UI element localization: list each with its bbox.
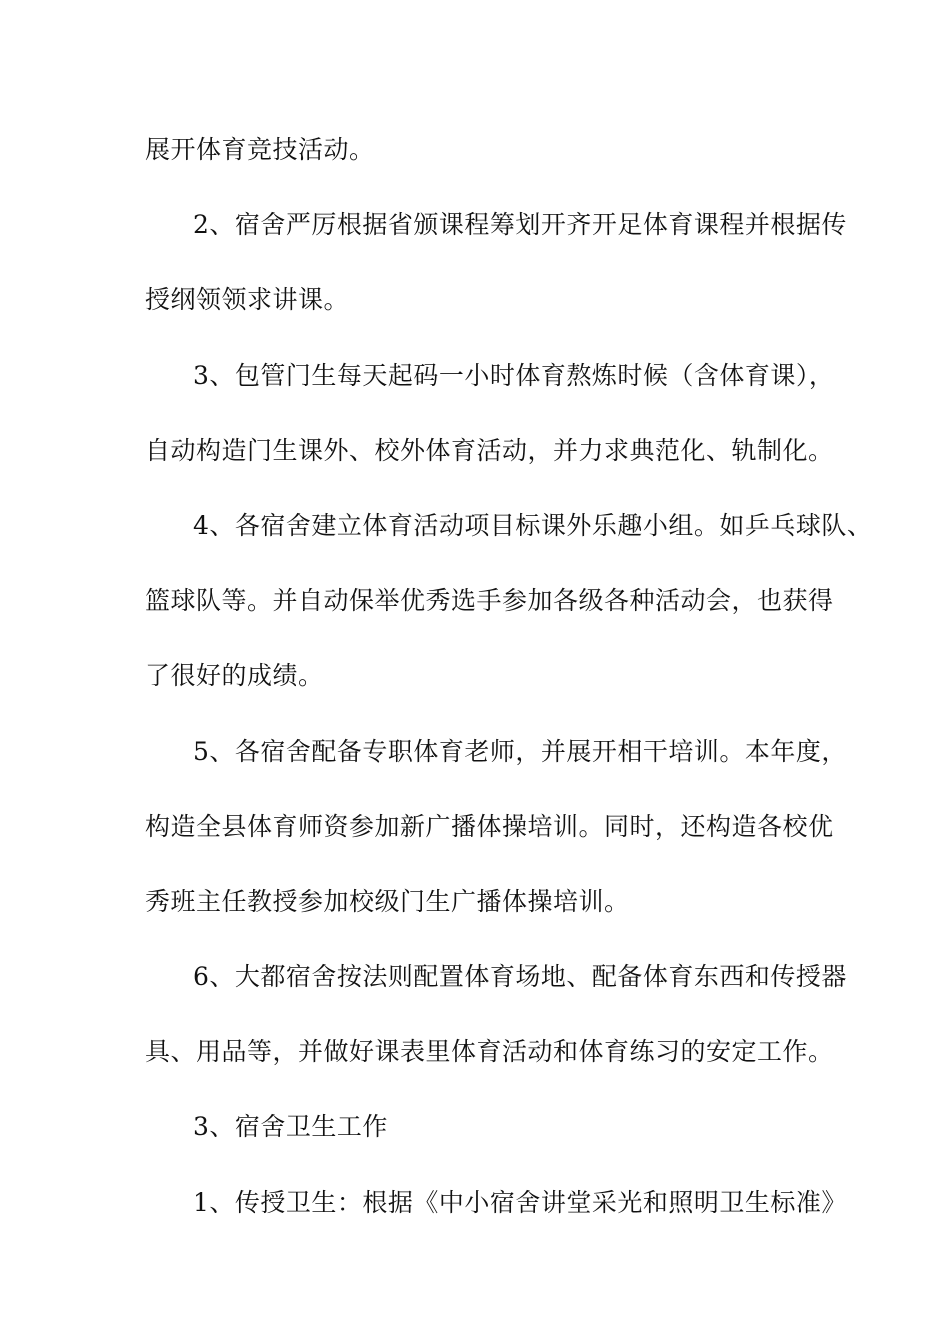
- text-line: 展开体育竞技活动。: [145, 135, 375, 164]
- text-line: 秀班主任教授参加校级门生广播体操培训。: [145, 887, 630, 916]
- text-line: 构造全县体育师资参加新广播体操培训。同时，还构造各校优: [145, 812, 834, 841]
- text-line: 4、各宿舍建立体育活动项目标课外乐趣小组。如乒乓球队、: [193, 511, 873, 540]
- text-line: 5、各宿舍配备专职体育老师，并展开相干培训。本年度，: [193, 737, 847, 766]
- text-line: 3、宿舍卫生工作: [193, 1112, 388, 1141]
- text-line: 6、大都宿舍按法则配置体育场地、配备体育东西和传授器: [193, 962, 847, 991]
- text-line: 篮球队等。并自动保举优秀选手参加各级各种活动会，也获得: [145, 586, 834, 615]
- text-line: 具、用品等，并做好课表里体育活动和体育练习的安定工作。: [145, 1037, 834, 1066]
- text-line: 2、宿舍严厉根据省颁课程筹划开齐开足体育课程并根据传: [193, 210, 847, 239]
- text-line: 自动构造门生课外、校外体育活动，并力求典范化、轨制化。: [145, 436, 834, 465]
- text-line: 了很好的成绩。: [145, 661, 324, 690]
- text-line: 3、包管门生每天起码一小时体育熬炼时候（含体育课），: [193, 361, 835, 390]
- text-line: 1、传授卫生：根据《中小宿舍讲堂采光和照明卫生标准》: [193, 1188, 847, 1217]
- text-line: 授纲领领求讲课。: [145, 285, 350, 314]
